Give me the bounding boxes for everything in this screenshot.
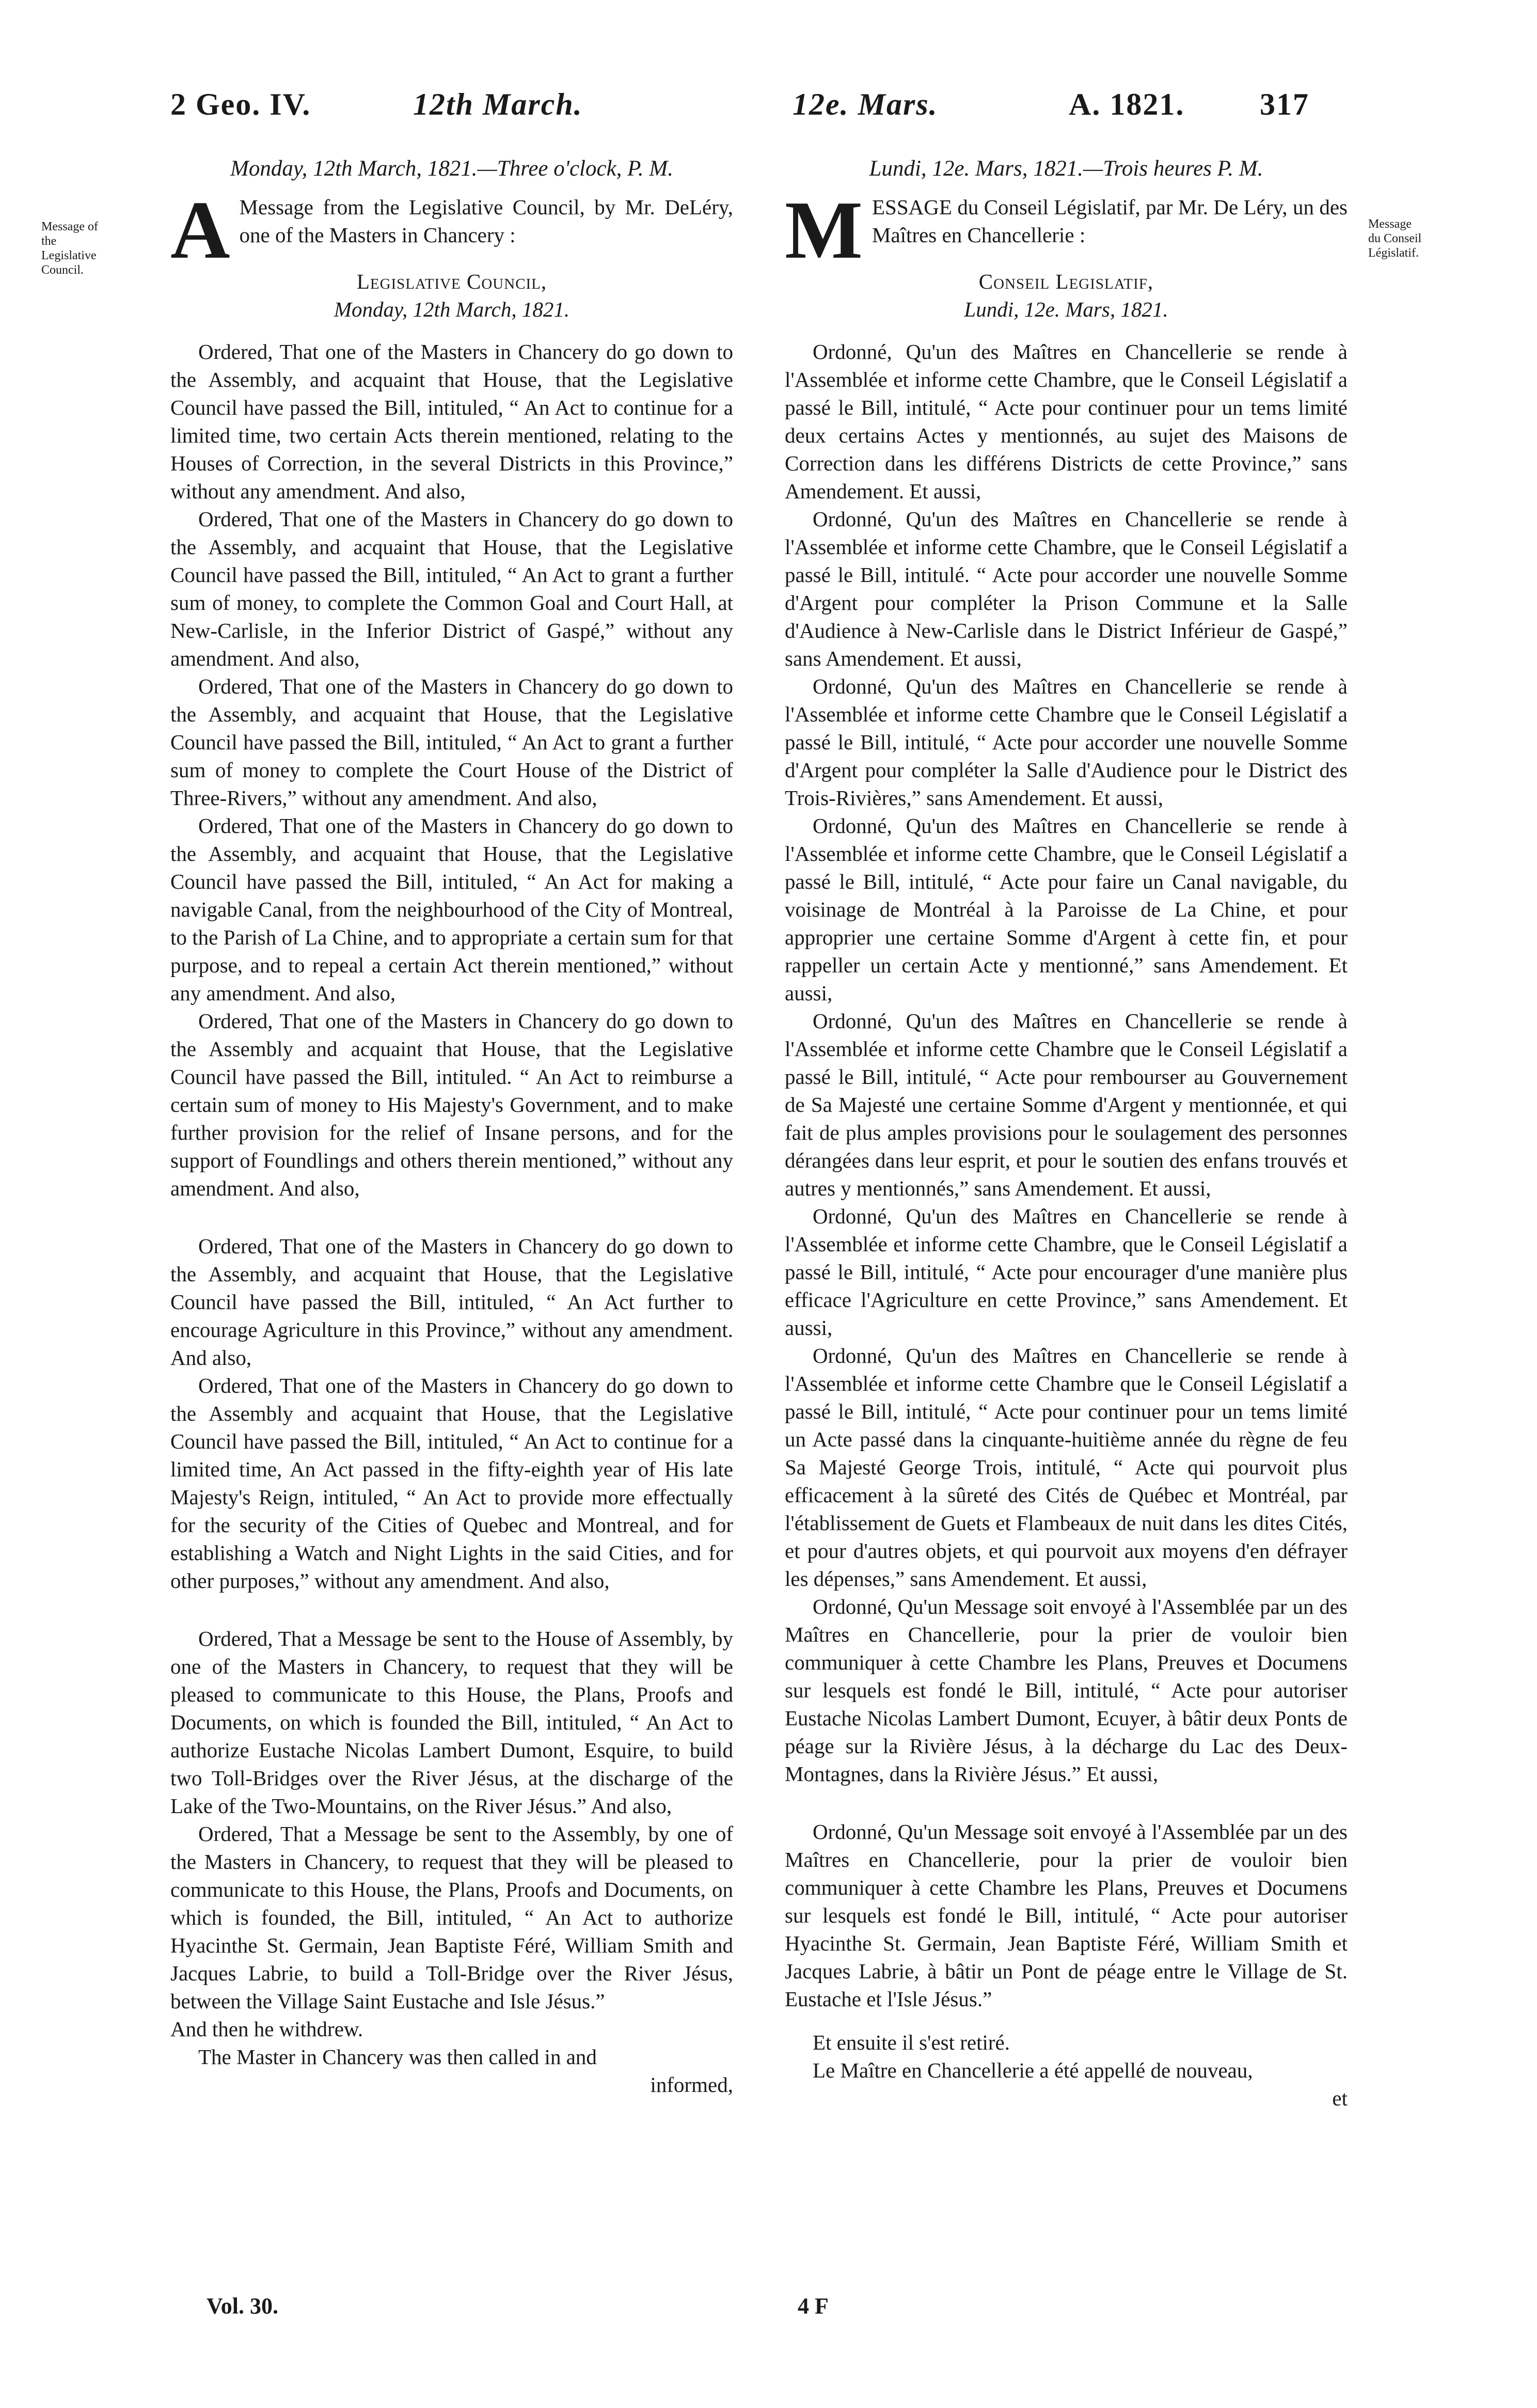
english-intro-text: Message from the Legislative Council, by Mr. DeLéry, one of the Masters in Chancery : (239, 195, 733, 247)
french-order-2: Ordonné, Qu'un des Maîtres en Chancellerie se rende à l'Assemblée et informe cette Chambre, que le Conseil Législatif a passé le Bill, intitulé. “ Acte pour accorder une nouvelle Somme d'Argent pour compléter la Prison Commune et la Salle d'Audience à New-Carlisle dans le District Inférieur de Gaspé,” sans Amendement. Et aussi, (785, 507, 1348, 670)
french-closing: Le Maître en Chancellerie a été appellé de nouveau, (813, 2058, 1253, 2082)
french-order-5: Ordonné, Qu'un des Maîtres en Chancellerie se rende à l'Assemblée et informe cette Chambre que le Conseil Législatif a passé le Bill, intitulé, “ Acte pour rembourser au Gouvernement de Sa Majesté une certaine Somme d'Argent y mentionnée, et qui fait de plus amples provisions pour le soulagement des personnes dérangées dans leur esprit, et pour le soutien des enfans trouvés et autres y mentionnés,” sans Amendement. Et aussi, (785, 1009, 1348, 1200)
english-catchword: informed, (650, 2073, 733, 2097)
english-council-heading: Legislative Council, (356, 270, 547, 293)
french-order-9: Ordonné, Qu'un Message soit envoyé à l'Assemblée par un des Maîtres en Chancellerie, pour la prier de vouloir bien communiquer à cette Chambre les Plans, Preuves et Documens sur lesquels est fondé le Bill, intitulé, “ Acte pour autoriser Hyacinthe St. Germain, Jean Baptiste Féré, William Smith et Jacques Labrie, à bâtir un Pont de péage entre le Village de St. Eustache et l'Isle Jésus.” (785, 1820, 1348, 2011)
english-drop-cap: A (170, 184, 230, 276)
english-order-5: Ordered, That one of the Masters in Chancery do go down to the Assembly and acquaint that House, that the Legislative Council have passed the Bill, intituled. “ An Act to reimburse a certain sum of money to His Majesty's Government, and to make further provision for the relief of Insane persons, and for the support of Foundlings and others therein mentioned,” without any amendment. And also, (170, 1009, 733, 1200)
english-order-1: Ordered, That one of the Masters in Chancery do go down to the Assembly, and acquaint that House, that the Legislative Council have passed the Bill, intituled, “ An Act to continue for a limited time, two certain Acts therein mentioned, relating to the Houses of Correction, in the several Districts in this Province,” without any amendment. And also, (170, 340, 733, 503)
french-order-4: Ordonné, Qu'un des Maîtres en Chancellerie se rende à l'Assemblée et informe cette Chambre, que le Conseil Législatif a passé le Bill, intitulé, “ Acte pour faire un Canal navigable, du voisinage de Montréal à la Paroisse de La Chine, et pour approprier une certaine Somme d'Argent à cette fin, et pour rappeller un certain Acte y mentionné,” sans Amendement. Et aussi, (785, 814, 1348, 1005)
header-session: 2 Geo. IV. (170, 87, 311, 121)
french-intro-text: ESSAGE du Conseil Législatif, par Mr. De Léry, un des Maîtres en Chancellerie : (872, 195, 1348, 247)
french-council-heading: Conseil Legislatif, (978, 270, 1154, 293)
english-order-3: Ordered, That one of the Masters in Chancery do go down to the Assembly, and acquaint that House, that the Legislative Council have passed the Bill, intituled, “ An Act to grant a further sum of money to complete the Court House of the District of Three-Rivers,” without any amendment. And also, (170, 674, 733, 810)
french-withdrew: Et ensuite il s'est retiré. (813, 2031, 1010, 2054)
french-order-8: Ordonné, Qu'un Message soit envoyé à l'Assemblée par un des Maîtres en Chancellerie, pour la prier de vouloir bien communiquer à cette Chambre les Plans, Preuves et Documens sur lesquels est fondé le Bill, intitulé, “ Acte pour autoriser Eustache Nicolas Lambert Dumont, Ecuyer, à bâtir deux Ponts de péage sur la Rivière Jésus, à la décharge du Lac des Deux-Montagnes, dans la Rivière Jésus.” Et aussi, (785, 1595, 1348, 1786)
english-order-9: Ordered, That a Message be sent to the Assembly, by one of the Masters in Chancery, to request that they will be pleased to communicate to this House, the Plans, Proofs and Documents, on which is founded, the Bill, intituled, “ An Act to authorize Hyacinthe St. Germain, Jean Baptiste Féré, William Smith and Jacques Labrie, to build a Toll-Bridge over the River Jésus, between the Village Saint Eustache and Isle Jésus.” (170, 1822, 733, 2013)
french-order-7: Ordonné, Qu'un des Maîtres en Chancellerie se rende à l'Assemblée et informe cette Chambre que le Conseil Législatif a passé le Bill, intitulé, “ Acte pour continuer pour un tems limité un Acte passé dans la cinquante-huitième année du règne de feu Sa Majesté George Trois, intitulé, “ Acte qui pourvoit plus efficacement à la sûreté des Cités de Québec et Montréal, par l'établissement de Guets et Flambeaux de nuit dans les dites Cités, et pour d'autres objets, et qui pourvoit aux moyens d'en défrayer les dépenses,” sans Amendement. Et aussi, (785, 1344, 1348, 1591)
english-order-7: Ordered, That one of the Masters in Chancery do go down to the Assembly and acquaint that House, that the Legislative Council have passed the Bill, intituled, “ An Act to continue for a limited time, An Act passed in the fifty-eighth year of His late Majesty's Reign, intituled, “ An Act to provide more effectually for the security of the Cities of Quebec and Montreal, and for establishing a Watch and Night Lights in the said Cities, and for other purposes,” without any amendment. And also, (170, 1374, 733, 1593)
header-year: A. 1821. (1069, 87, 1185, 121)
french-order-1: Ordonné, Qu'un des Maîtres en Chancellerie se rende à l'Assemblée et informe cette Chambre, que le Conseil Législatif a passé le Bill, intitulé, “ Acte pour continuer pour un tems limité deux certains Actes y mentionnés, au sujet des Maisons de Correction dans les différens Districts de cette Province,” sans Amendement. Et aussi, (785, 340, 1348, 503)
page-number: 317 (1260, 87, 1309, 121)
english-closing: The Master in Chancery was then called in and (198, 2045, 597, 2069)
volume-number: Vol. 30. (207, 2293, 278, 2319)
english-intro (170, 184, 733, 276)
english-order-4: Ordered, That one of the Masters in Chancery do go down to the Assembly, and acquaint that House, that the Legislative Council have passed the Bill, intituled, “ An Act for making a navigable Canal, from the neighbourhood of the City of Montreal, to the Parish of La Chine, and to appropriate a certain sum for that purpose, and to repeal a certain Act therein mentioned,” without any amendment. And also, (170, 814, 733, 1005)
english-column (170, 155, 733, 2099)
margin-note-english: Message of the Legislative Council. (41, 220, 98, 277)
header-date-english (413, 87, 583, 122)
french-order-6: Ordonné, Qu'un des Maîtres en Chancellerie se rende à l'Assemblée et informe cette Chambre, que le Conseil Législatif a passé le Bill, intitulé, “ Acte pour encourager d'une manière plus efficace l'Agriculture en cette Province,” sans Amendement. Et aussi, (785, 1204, 1348, 1340)
french-column (785, 155, 1348, 2112)
english-date-line: Monday, 12th March, 1821.—Three o'clock, P. M. (230, 156, 673, 181)
french-date-line: Lundi, 12e. Mars, 1821.—Trois heures P. M. (869, 156, 1263, 181)
french-order-3: Ordonné, Qu'un des Maîtres en Chancellerie se rende à l'Assemblée et informe cette Chambre que le Conseil Législatif a passé le Bill, intitulé, “ Acte pour accorder une nouvelle Somme d'Argent pour compléter la Salle d'Audience pour le District des Trois-Rivières,” sans Amendement. Et aussi, (785, 674, 1348, 810)
french-intro (785, 184, 1348, 276)
english-withdrew: And then he withdrew. (170, 2017, 363, 2041)
margin-note-french: Message du Conseil Législatif. (1368, 217, 1422, 260)
header-date-french-text: 12e. Mars. (793, 87, 938, 121)
english-order-6: Ordered, That one of the Masters in Chancery do go down to the Assembly, and acquaint that House, that the Legislative Council have passed the Bill, intituled, “ An Act further to encourage Agriculture in this Province,” without any amendment. And also, (170, 1234, 733, 1370)
french-drop-cap: M (785, 184, 863, 276)
english-order-2: Ordered, That one of the Masters in Chancery do go down to the Assembly, and acquaint that House, that the Legislative Council have passed the Bill, intituled, “ An Act to grant a further sum of money, to complete the Common Goal and Court Hall, at New-Carlisle, in the Inferior District of Gaspé,” without any amendment. And also, (170, 507, 733, 670)
french-catchword: et (1332, 2086, 1348, 2110)
header-date-french (793, 87, 938, 122)
header-date-english-text: 12th March. (413, 87, 583, 121)
french-council-date: Lundi, 12e. Mars, 1821. (964, 297, 1168, 321)
english-council-date: Monday, 12th March, 1821. (334, 297, 570, 321)
english-order-8: Ordered, That a Message be sent to the House of Assembly, by one of the Masters in Chancery, to request that they will be pleased to communicate to this House, the Plans, Proofs and Documents, on which is founded the Bill, intituled, “ An Act to authorize Eustache Nicolas Lambert Dumont, Esquire, to build two Toll-Bridges over the River Jésus, at the discharge of the Lake of the Two-Mountains, on the River Jésus.” And also, (170, 1627, 733, 1818)
signature-mark: 4 F (798, 2293, 829, 2319)
